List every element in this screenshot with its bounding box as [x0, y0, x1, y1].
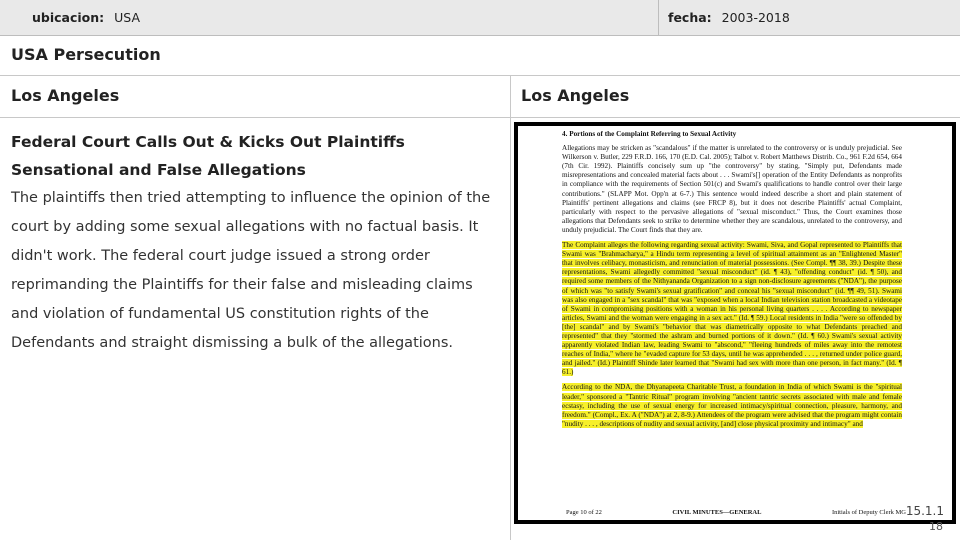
- main-text-column: [11, 128, 499, 358]
- section-heading: Federal Court Calls Out & Kicks Out Plaintiffs Sensational and False Allegations: [11, 133, 405, 179]
- document-paragraph-2: The Complaint alleges the following regarding sexual activity: Swami, Siva, and Gopal represented to Plaintiffs that Swami was "Brahmacharya," a Hindu term representing a level of spiritual attainment as an "Enlightened Master" that involves celibacy, monasticism, and renunciation of material possessions. (See Compl. ¶¶ 38, 39.) Despite these representations, Swami allegedly committed "sexual misconduct" (id. ¶ 43), "offending conduct" (id. ¶ 50), and required some members of the Nithyananda Organization to a sign non-disclosure agreements ("NDA"), the purpose of which was "to satisfy Swami's sexual gratification" and conceal his "sexual misconduct" (id. ¶¶ 49, 51). Swami was also engaged in a "sex scandal" that was "exposed when a local Indian television station broadcasted a videotape of Swami in compromising positions with a woman in his personal living quarters . . . . According to newspaper articles, Swami and the woman were engaging in a sex act." (Id. ¶ 59.) Local residents in India "were so offended by [the] scandal" and by Swami's "behavior that was diametrically opposite to what Defendants preached and represented" that they "stormed the ashram and burned portions of it down." (Id. ¶ 60.) Swami's sexual activity apparently violated Indian law, leading Swami to "abscond," "fleeing hundreds of miles away into the remotest reaches of India," where he "evaded capture for 53 days, until he was apprehended . . . , returned under police guard, and jailed." (Id.) Plaintiff Shinde later learned that "Swami had sex with more than one person, in fact many." (Id. ¶ 61.): [562, 241, 902, 377]
- subheader-right: Los Angeles: [521, 86, 630, 105]
- date-label: fecha:: [668, 10, 712, 25]
- document-paragraph-1: Allegations may be stricken as "scandalous" if the matter is unrelated to the controversy or is unduly prejudicial. See Wilkerson v. Butler, 229 F.R.D. 166, 170 (E.D. Cal. 2005); Talbot v. Robert Matthews Distrib. Co., 961 F.2d 654, 664 (7th Cir. 1992). Plaintiffs concisely sum up "the controversy" by stating, "Simply put, Defendants made misrepresentations and concealed material facts about . . . Swami's[] operation of the Entity Defendants as nonprofits in compliance with the requirements of Section 501(c) and Swami's qualifications to handle control over their large contributions." (SLAPP Mot. Opp'n at 6-7.) This sentence would indeed describe a short and plain statement of Plaintiffs' pertinent allegations and claims (see FRCP 8), but it does not describe Plaintiffs' actual Complaint, particularly with respect to the pervasive allegations of "sexual misconduct." Thus, the Court examines those allegations that Defendants seek to strike to determine whether they are scandalous, unrelated to the controversy, and unduly prejudicial. The Court finds that they are.: [562, 144, 902, 234]
- document-footer: [566, 509, 906, 516]
- document-paragraph-3: According to the NDA, the Dhyanapeeta Charitable Trust, a foundation in India of which Swami is the "spiritual leader," sponsored a "Tantric Ritual" program involving "ancient tantric secrets associated with male and female ecstasy, including the use of sexual energy for increased intimacy/spiritual connection, pleasure, harmony, and freedom." (Compl., Ex. A ("NDA") at 2, 8-9.) Attendees of the program were advised that the program might contain "nudity . . . , descriptions of nudity and sexual activity, [and] close physical proximity and intimacy" and: [562, 383, 902, 428]
- title-row: [0, 36, 960, 76]
- header-divider: [658, 0, 659, 35]
- document-footer-right: Initials of Deputy Clerk MG: [831, 509, 906, 516]
- document-footer-left: Page 10 of 22: [566, 509, 602, 516]
- court-document-image: [514, 122, 956, 524]
- subheader-row: [0, 76, 960, 118]
- date-field: [668, 0, 790, 35]
- page-number: 18: [929, 520, 943, 533]
- header-bar: [0, 0, 960, 36]
- location-label: ubicacion:: [32, 10, 105, 25]
- section-body: The plaintiffs then tried attempting to influence the opinion of the court by adding some sexual allegations with no factual basis. It didn't work. The federal court judge issued a strong order reprimanding the Plaintiffs for their false and misleading claims and violation of fundamental US constitution rights of the Defendants and straight dismissing a bulk of the allegations.: [11, 190, 491, 351]
- date-value: 2003-2018: [721, 10, 790, 25]
- location-field: [32, 0, 140, 35]
- column-divider: [510, 76, 511, 540]
- document-section-heading: 4. Portions of the Complaint Referring to Sexual Activity: [562, 130, 737, 138]
- page-title: USA Persecution: [11, 45, 161, 64]
- document-footer-center: CIVIL MINUTES—GENERAL: [672, 509, 762, 516]
- document-text: [562, 130, 902, 429]
- subheader-left: Los Angeles: [11, 86, 120, 105]
- slide-number: 15.1.1: [905, 504, 944, 518]
- location-value: USA: [114, 10, 141, 25]
